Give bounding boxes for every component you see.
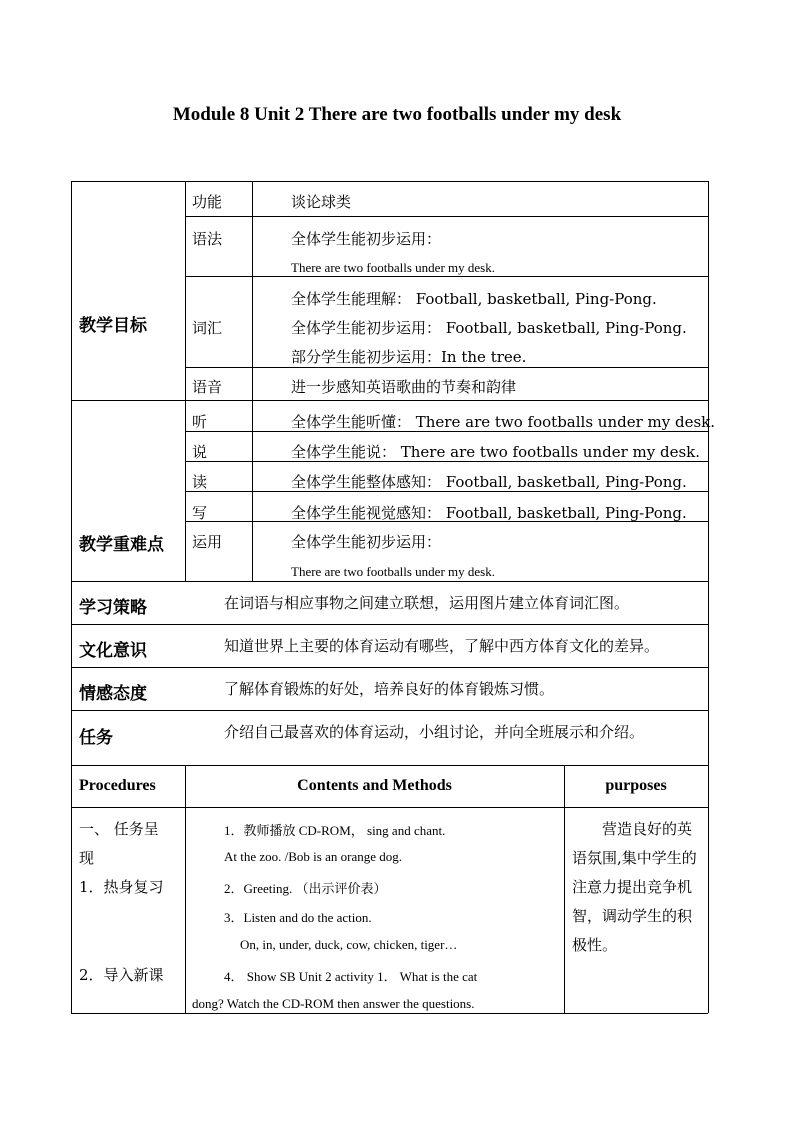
procedures-header: Procedures xyxy=(79,777,156,794)
divider-h xyxy=(185,216,708,217)
section-label-attitude: 情感态度 xyxy=(79,684,147,704)
objective-line: 全体学生能理解： Football, basketball, Ping-Pong. xyxy=(291,290,657,308)
divider-v xyxy=(185,765,186,1013)
keypoint-name: 运用 xyxy=(192,533,223,551)
divider-h xyxy=(185,367,708,368)
content-line: At the zoo. /Bob is an orange dog. xyxy=(224,849,402,864)
contents-header: Contents and Methods xyxy=(297,777,452,794)
divider-h xyxy=(71,581,708,582)
table-border-left xyxy=(71,181,72,1013)
divider-h xyxy=(71,807,708,808)
keypoint-name: 写 xyxy=(192,504,208,522)
objectives-label: 教学目标 xyxy=(79,316,147,336)
objective-line: 进一步感知英语歌曲的节奏和韵律 xyxy=(291,378,517,396)
table-border-right xyxy=(708,181,709,1013)
objective-line: 谈论球类 xyxy=(291,193,352,211)
objective-name: 语法 xyxy=(192,230,223,248)
divider-h xyxy=(185,276,708,277)
keypoint-line: 全体学生能说： There are two footballs under my desk. xyxy=(291,443,701,461)
section-text-attitude: 了解体育锻炼的好处，培养良好的体育锻炼习惯。 xyxy=(224,680,555,698)
objective-line: There are two footballs under my desk. xyxy=(291,260,495,275)
divider-h xyxy=(71,710,708,711)
objective-name: 功能 xyxy=(192,193,223,211)
section-text-task: 介绍自己最喜欢的体育运动，小组讨论，并向全班展示和介绍。 xyxy=(224,723,645,741)
section-label-culture: 文化意识 xyxy=(79,641,147,661)
divider-h xyxy=(71,765,708,766)
document-title: Module 8 Unit 2 There are two footballs under my desk xyxy=(172,104,622,125)
table-border-top xyxy=(71,181,708,182)
keypoint-line: 全体学生能初步运用： xyxy=(291,533,442,551)
keypoints-label: 教学重难点 xyxy=(79,535,164,555)
objective-name: 词汇 xyxy=(192,319,223,337)
divider-h xyxy=(71,667,708,668)
content-line: 2．Greeting. （出示评价表） xyxy=(224,881,387,896)
content-line: 1．教师播放 CD-ROM， sing and chant. xyxy=(224,823,446,838)
objective-line: 全体学生能初步运用： Football, basketball, Ping-Pong. xyxy=(291,319,687,337)
content-line: 4． Show SB Unit 2 activity 1． What is the cat xyxy=(224,969,478,984)
divider-h xyxy=(71,624,708,625)
keypoint-name: 读 xyxy=(192,473,208,491)
purpose-text: 营造良好的英语氛围,集中学生的注意力提出竞争机智，调动学生的积极性。 xyxy=(572,820,697,954)
procedure-step: 2．导入新课 xyxy=(79,966,164,984)
objective-line: 全体学生能初步运用： xyxy=(291,230,442,248)
purposes-header: purposes xyxy=(605,777,667,794)
procedure-step: 现 xyxy=(79,849,95,867)
section-label-strategy: 学习策略 xyxy=(79,598,147,618)
procedure-step: 一、 任务呈 xyxy=(79,820,159,838)
keypoint-line: 全体学生能视觉感知： Football, basketball, Ping-Pong. xyxy=(291,504,687,522)
procedure-step: 1．热身复习 xyxy=(79,878,164,896)
section-text-strategy: 在词语与相应事物之间建立联想，运用图片建立体育词汇图。 xyxy=(224,594,630,612)
section-text-culture: 知道世界上主要的体育运动有哪些，了解中西方体育文化的差异。 xyxy=(224,637,660,655)
divider-v xyxy=(564,765,565,1013)
keypoint-line: 全体学生能听懂： There are two footballs under my desk. xyxy=(291,413,716,431)
divider-h xyxy=(71,400,708,401)
objective-name: 语音 xyxy=(192,378,223,396)
content-line: dong? Watch the CD-ROM then answer the questions. xyxy=(192,996,475,1011)
content-line: On, in, under, duck, cow, chicken, tiger… xyxy=(240,937,458,952)
content-line: 3．Listen and do the action. xyxy=(224,910,372,925)
keypoint-name: 听 xyxy=(192,413,208,431)
objective-line: 部分学生能初步运用：In the tree. xyxy=(291,348,527,366)
keypoint-line: 全体学生能整体感知： Football, basketball, Ping-Pong. xyxy=(291,473,687,491)
table-border-bottom xyxy=(71,1013,708,1014)
keypoint-line: There are two footballs under my desk. xyxy=(291,564,495,579)
section-label-task: 任务 xyxy=(79,728,113,748)
keypoint-name: 说 xyxy=(192,443,208,461)
